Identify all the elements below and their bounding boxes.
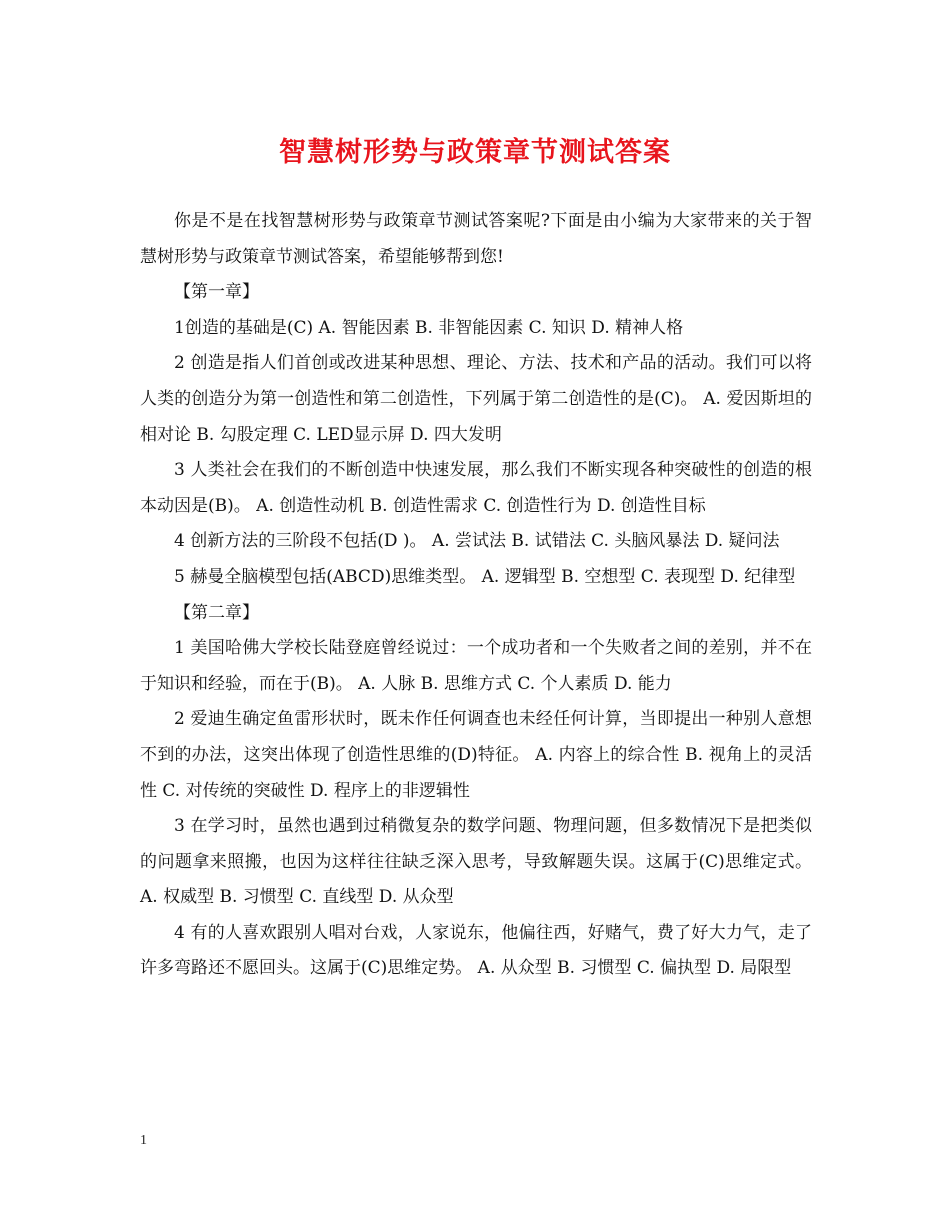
page-number: 1 (140, 1133, 147, 1148)
document-title: 智慧树形势与政策章节测试答案 (279, 137, 671, 168)
question-paragraph: 4 有的人喜欢跟别人唱对台戏，人家说东，他偏往西，好赌气，费了好大力气，走了许多弯路还不愿回头。这属于(C)思维定势。 A. 从众型 B. 习惯型 C. 偏执型 D. 局限型 (140, 922, 812, 979)
question-paragraph: 1创造的基础是(C) A. 智能因素 B. 非智能因素 C. 知识 D. 精神人格 (174, 317, 684, 338)
chapter-heading: 【第二章】 (174, 602, 259, 623)
chapter-heading: 【第一章】 (174, 282, 259, 303)
question-paragraph: 3 在学习时，虽然也遇到过稍微复杂的数学问题、物理问题，但多数情况下是把类似的问题拿来照搬，也因为这样往往缺乏深入思考，导致解题失误。这属于(C)思维定式。 A. 权威型 B. 习惯型 C. 直线型 D. 从众型 (140, 816, 812, 908)
document-body (140, 204, 812, 987)
question-paragraph: 1 美国哈佛大学校长陆登庭曾经说过：一个成功者和一个失败者之间的差别，并不在于知识和经验，而在于(B)。 A. 人脉 B. 思维方式 C. 个人素质 D. 能力 (140, 638, 812, 694)
question-paragraph: 2 爱迪生确定鱼雷形状时，既未作任何调查也未经任何计算，当即提出一种别人意想不到的办法，这突出体现了创造性思维的(D)特征。 A. 内容上的综合性 B. 视角上的灵活性 C. 对传统的突破性 D. 程序上的非逻辑性 (140, 709, 812, 801)
question-paragraph: 3 人类社会在我们的不断创造中快速发展，那么我们不断实现各种突破性的创造的根本动因是(B)。 A. 创造性动机 B. 创造性需求 C. 创造性行为 D. 创造性目标 (140, 460, 812, 516)
question-paragraph: 4 创新方法的三阶段不包括(D )。 A. 尝试法 B. 试错法 C. 头脑风暴法 D. 疑问法 (174, 531, 780, 552)
question-paragraph: 5 赫曼全脑模型包括(ABCD)思维类型。 A. 逻辑型 B. 空想型 C. 表现型 D. 纪律型 (174, 566, 796, 587)
intro-paragraph: 你是不是在找智慧树形势与政策章节测试答案呢?下面是由小编为大家带来的关于智慧树形势与政策章节测试答案，希望能够帮到您! (140, 211, 812, 267)
question-paragraph: 2 创造是指人们首创或改进某种思想、理论、方法、技术和产品的活动。我们可以将人类的创造分为第一创造性和第二创造性，下列属于第二创造性的是(C)。 A. 爱因斯坦的相对论 B. 勾股定理 C. LED显示屏 D. 四大发明 (140, 353, 812, 445)
